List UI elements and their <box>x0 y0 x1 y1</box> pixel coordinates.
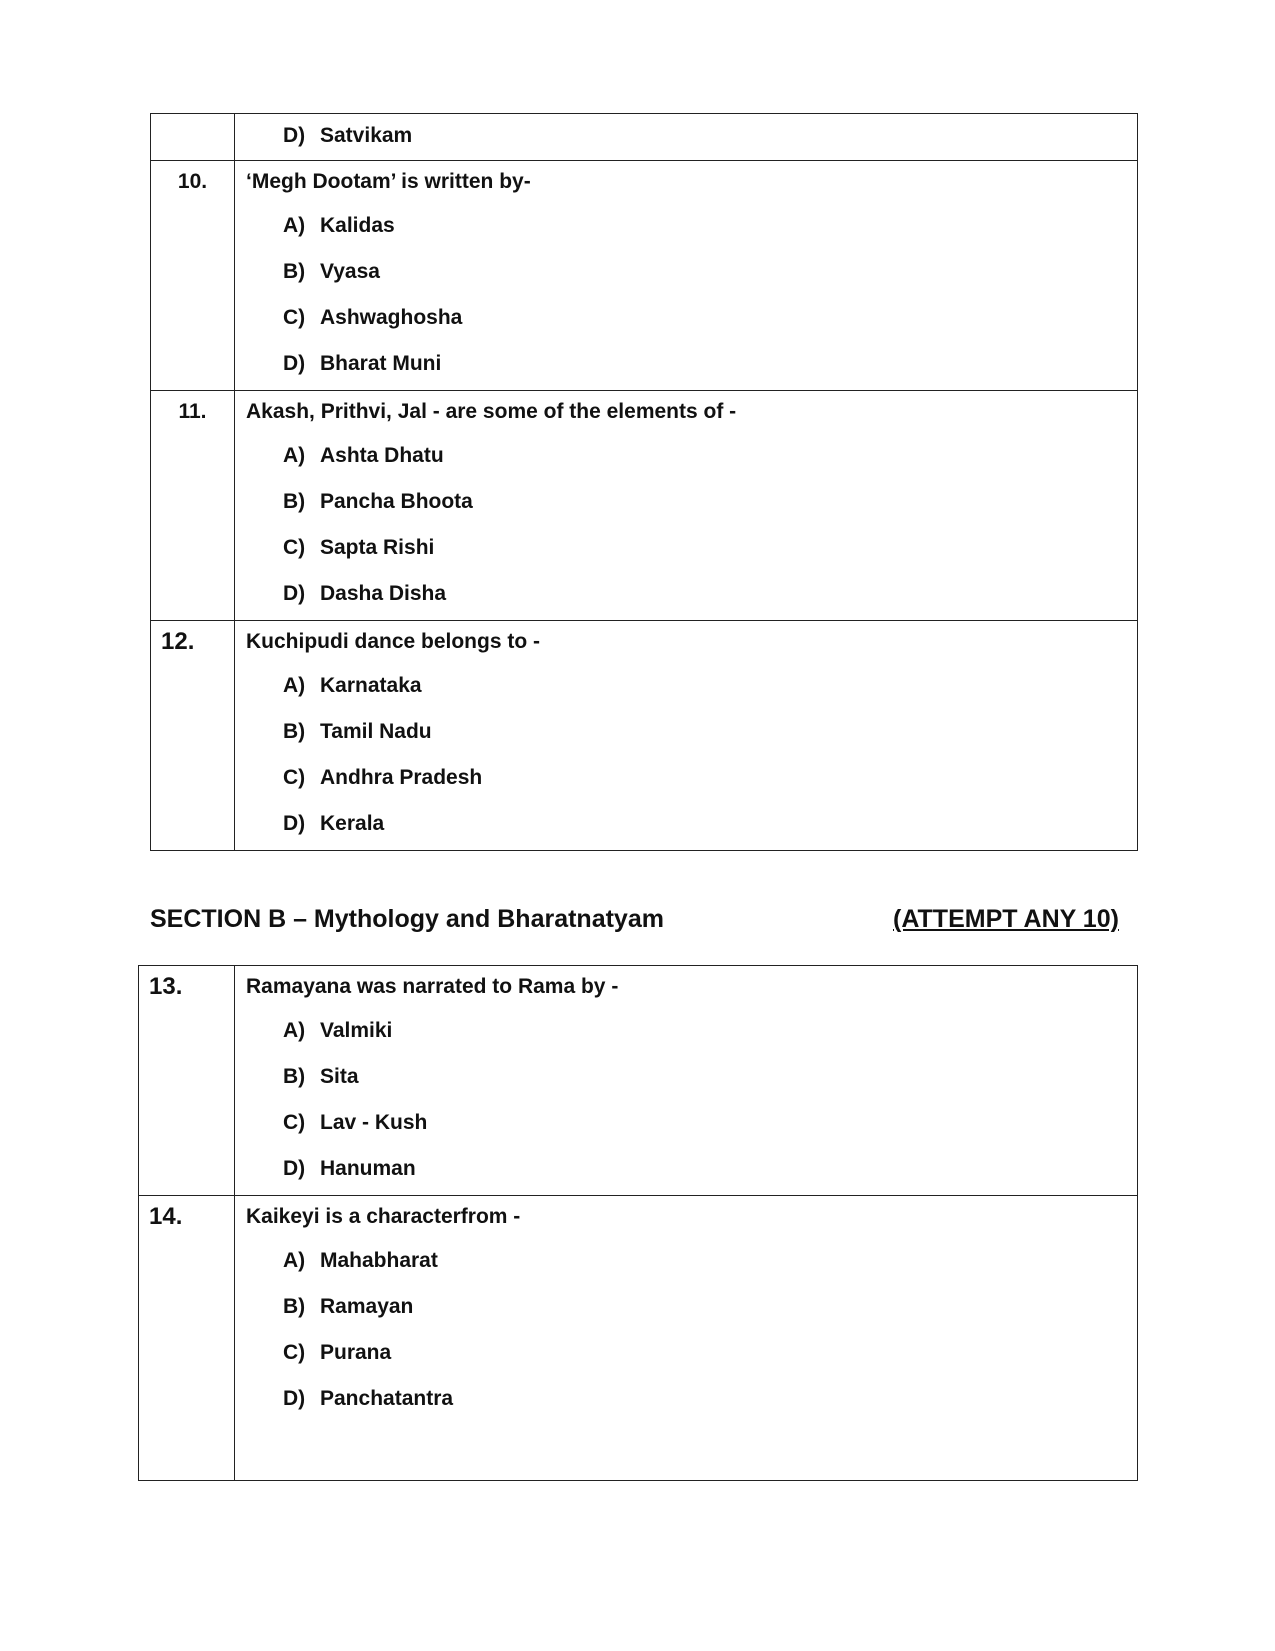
option-letter: B) <box>283 1295 306 1318</box>
option-text: Sapta Rishi <box>320 536 435 559</box>
option-text: Purana <box>320 1341 392 1364</box>
question-number: 13. <box>139 966 235 1196</box>
option-item <box>235 1054 1137 1100</box>
option-text: Sita <box>320 1065 359 1088</box>
option-letter: B) <box>283 490 306 513</box>
question-content-cell <box>235 966 1138 1196</box>
section-heading: SECTION B – Mythology and Bharatnatyam <box>150 905 664 933</box>
option-item <box>235 663 1137 709</box>
option-text: Ashwaghosha <box>320 306 463 329</box>
option-text: Ashta Dhatu <box>320 444 444 467</box>
option-letter: D) <box>283 1387 306 1410</box>
questions-table-section-b <box>138 965 1138 1481</box>
table-row <box>151 621 1138 851</box>
option-letter: C) <box>283 1111 306 1134</box>
option-text: Mahabharat <box>320 1249 438 1272</box>
question-content-cell <box>235 161 1138 391</box>
option-text: Pancha Bhoota <box>320 490 473 513</box>
option-text: Panchatantra <box>320 1387 454 1410</box>
option-letter: A) <box>283 444 306 467</box>
question-number: 10. <box>151 161 235 391</box>
option-text: Dasha Disha <box>320 582 447 605</box>
question-number: 11. <box>151 391 235 621</box>
table-row <box>151 114 1138 161</box>
option-text: Lav - Kush <box>320 1111 428 1134</box>
option-letter: D) <box>283 582 306 605</box>
option-text: Andhra Pradesh <box>320 766 483 789</box>
question-number: 12. <box>151 621 235 851</box>
option-letter: C) <box>283 536 306 559</box>
option-item <box>235 1146 1137 1192</box>
option-letter: C) <box>283 306 306 329</box>
option-text: Ramayan <box>320 1295 414 1318</box>
option-letter: B) <box>283 1065 306 1088</box>
question-content-cell <box>235 114 1138 161</box>
option-letter: D) <box>283 812 306 835</box>
option-item <box>235 295 1137 341</box>
option-text: Satvikam <box>320 124 413 147</box>
question-content-cell <box>235 391 1138 621</box>
option-item <box>235 116 1137 156</box>
question-text: Kaikeyi is a characterfrom - <box>246 1205 521 1228</box>
option-item <box>235 1330 1137 1376</box>
table-row <box>139 1196 1138 1481</box>
question-text: Kuchipudi dance belongs to - <box>246 630 540 653</box>
option-item <box>235 571 1137 617</box>
option-item <box>235 433 1137 479</box>
option-letter: B) <box>283 720 306 743</box>
option-item <box>235 525 1137 571</box>
table-row <box>151 161 1138 391</box>
option-item <box>235 1008 1137 1054</box>
question-text: Akash, Prithvi, Jal - are some of the elements of - <box>246 400 737 423</box>
option-text: Kerala <box>320 812 385 835</box>
question-text: ‘Megh Dootam’ is written by- <box>246 170 531 193</box>
option-letter: A) <box>283 1249 306 1272</box>
option-letter: C) <box>283 1341 306 1364</box>
option-item <box>235 1100 1137 1146</box>
questions-table-section-a <box>150 113 1138 851</box>
option-letter: C) <box>283 766 306 789</box>
option-letter: B) <box>283 260 306 283</box>
option-item <box>235 755 1137 801</box>
option-item <box>235 801 1137 847</box>
option-letter: A) <box>283 674 306 697</box>
option-text: Hanuman <box>320 1157 416 1180</box>
option-text: Vyasa <box>320 260 380 283</box>
option-item <box>235 1284 1137 1330</box>
question-text: Ramayana was narrated to Rama by - <box>246 975 619 998</box>
option-text: Karnataka <box>320 674 422 697</box>
question-number-cell <box>151 114 235 161</box>
section-instruction: (ATTEMPT ANY 10) <box>893 905 1119 933</box>
question-number: 14. <box>139 1196 235 1481</box>
option-letter: A) <box>283 214 306 237</box>
option-item <box>235 1376 1137 1422</box>
question-content-cell <box>235 1196 1138 1481</box>
option-letter: D) <box>283 1157 306 1180</box>
option-text: Valmiki <box>320 1019 393 1042</box>
option-item <box>235 341 1137 387</box>
option-letter: A) <box>283 1019 306 1042</box>
option-text: Bharat Muni <box>320 352 442 375</box>
option-item <box>235 479 1137 525</box>
option-text: Kalidas <box>320 214 395 237</box>
option-text: Tamil Nadu <box>320 720 432 743</box>
option-item <box>235 1238 1137 1284</box>
option-letter: D) <box>283 124 306 147</box>
option-item <box>235 709 1137 755</box>
option-item <box>235 249 1137 295</box>
option-letter: D) <box>283 352 306 375</box>
table-row <box>139 966 1138 1196</box>
option-item <box>235 203 1137 249</box>
table-row <box>151 391 1138 621</box>
question-content-cell <box>235 621 1138 851</box>
